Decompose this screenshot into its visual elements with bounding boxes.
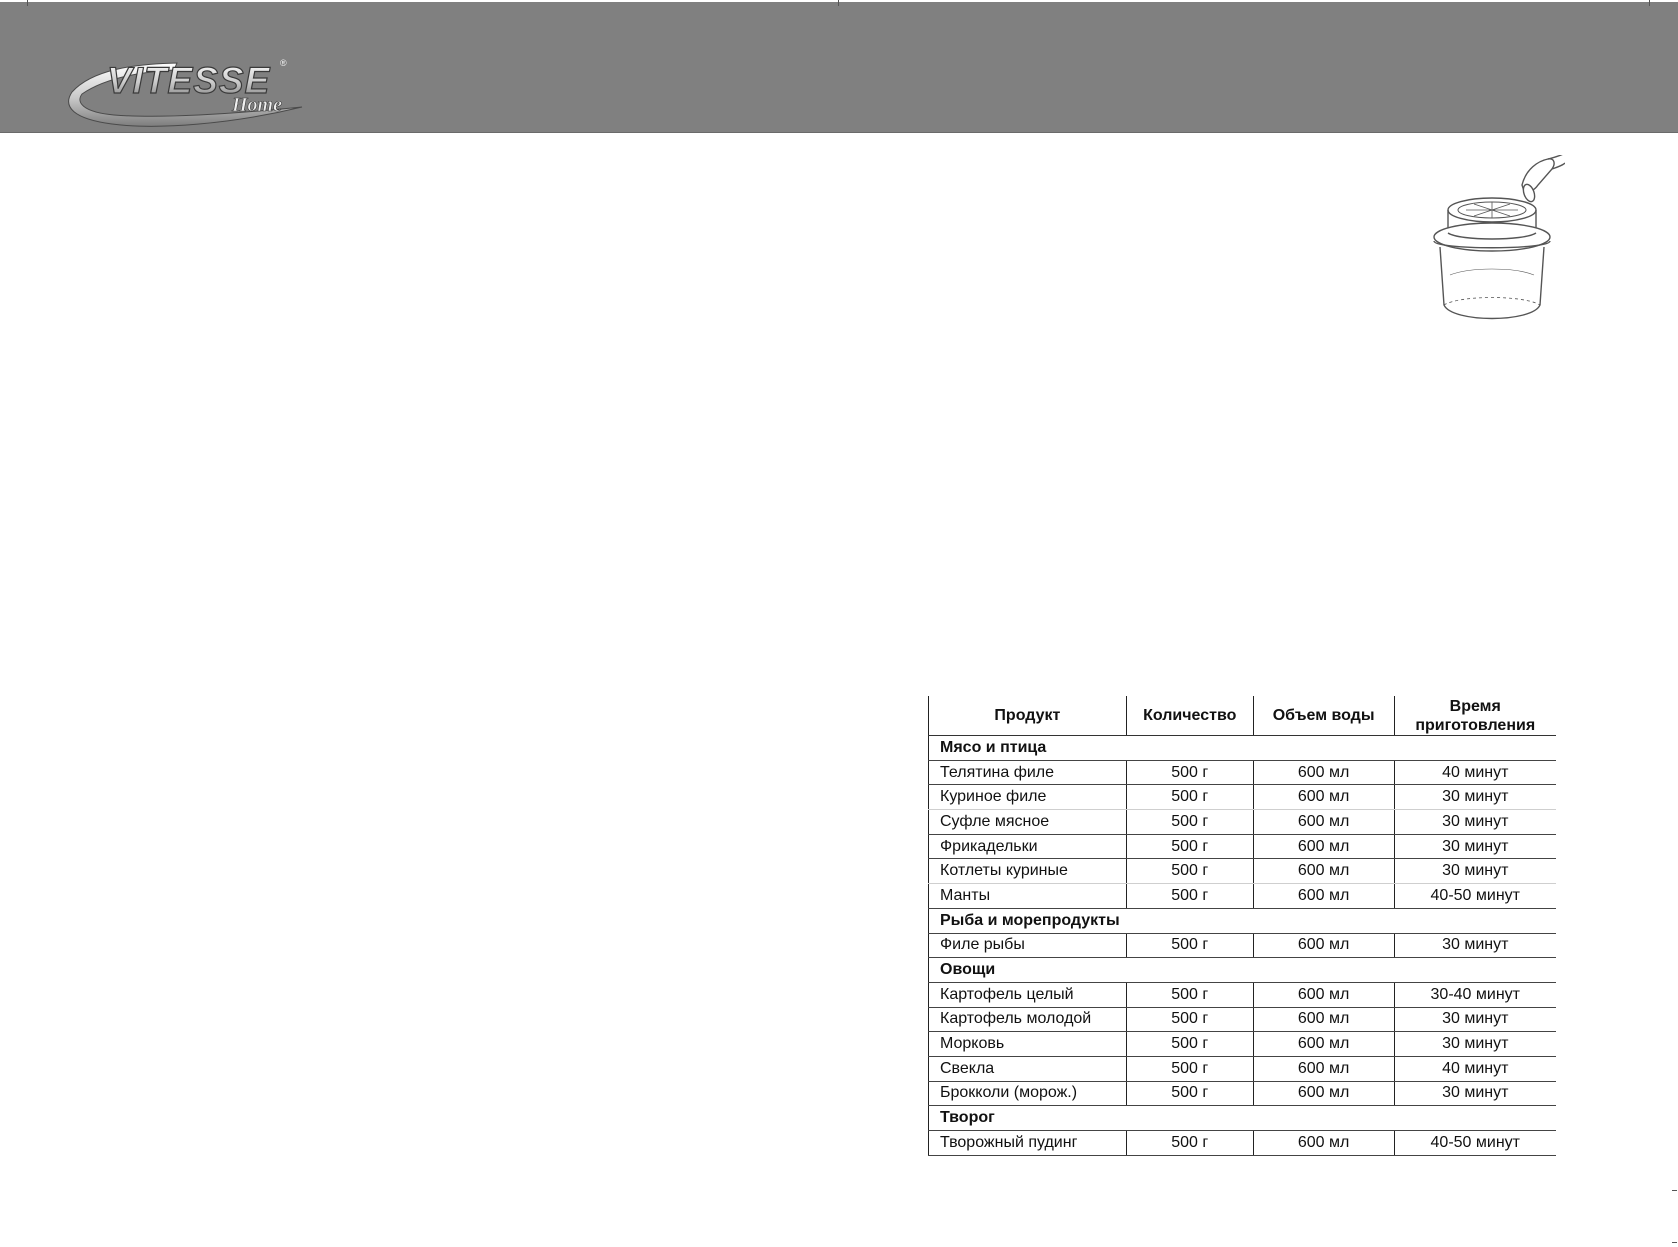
column-header-water-volume: Объем воды	[1253, 696, 1394, 736]
cell-water: 600 мл	[1253, 1081, 1394, 1106]
crop-mark	[1649, 0, 1650, 6]
cell-water: 600 мл	[1253, 859, 1394, 884]
cell-time: 40-50 минут	[1394, 1131, 1556, 1156]
cell-time: 30 минут	[1394, 1032, 1556, 1057]
cell-time: 40 минут	[1394, 1056, 1556, 1081]
cell-time: 30 минут	[1394, 859, 1556, 884]
cell-product: Морковь	[929, 1032, 1127, 1057]
cell-time: 30 минут	[1394, 933, 1556, 958]
table-header-row	[929, 696, 1557, 736]
svg-text:Home: Home	[232, 94, 282, 116]
cell-water: 600 мл	[1253, 785, 1394, 810]
cell-water: 600 мл	[1253, 760, 1394, 785]
table-row	[929, 1007, 1557, 1032]
column-header-cooking-time: Время приготовления	[1394, 696, 1556, 736]
category-row	[929, 958, 1557, 983]
cell-quantity: 500 г	[1126, 834, 1253, 859]
cell-time: 30 минут	[1394, 785, 1556, 810]
cell-quantity: 500 г	[1126, 1131, 1253, 1156]
column-header-quantity: Количество	[1126, 696, 1253, 736]
cell-quantity: 500 г	[1126, 1032, 1253, 1057]
cell-water: 600 мл	[1253, 1007, 1394, 1032]
cooking-times-table	[928, 696, 1556, 1156]
column-header-product: Продукт	[929, 696, 1127, 736]
table-row	[929, 884, 1557, 909]
cell-time: 30 минут	[1394, 810, 1556, 835]
cell-time: 30-40 минут	[1394, 982, 1556, 1007]
svg-text:VITESSE: VITESSE	[107, 60, 271, 101]
table-row	[929, 1131, 1557, 1156]
cell-quantity: 500 г	[1126, 810, 1253, 835]
category-row	[929, 908, 1557, 933]
cell-product: Филе рыбы	[929, 933, 1127, 958]
table-row	[929, 785, 1557, 810]
cell-water: 600 мл	[1253, 1032, 1394, 1057]
cell-product: Картофель целый	[929, 982, 1127, 1007]
table-row	[929, 834, 1557, 859]
cell-water: 600 мл	[1253, 884, 1394, 909]
cell-product: Куриное филе	[929, 785, 1127, 810]
category-label: Овощи	[929, 958, 1557, 983]
cell-quantity: 500 г	[1126, 1081, 1253, 1106]
cell-product: Творожный пудинг	[929, 1131, 1127, 1156]
cell-product: Котлеты куриные	[929, 859, 1127, 884]
header-band	[0, 2, 1678, 133]
table-row	[929, 1056, 1557, 1081]
cell-quantity: 500 г	[1126, 1056, 1253, 1081]
crop-mark	[838, 0, 839, 6]
cell-quantity: 500 г	[1126, 1007, 1253, 1032]
cell-product: Телятина филе	[929, 760, 1127, 785]
cell-water: 600 мл	[1253, 933, 1394, 958]
cell-time: 30 минут	[1394, 1007, 1556, 1032]
cell-water: 600 мл	[1253, 810, 1394, 835]
table-row	[929, 933, 1557, 958]
table-row	[929, 760, 1557, 785]
table-row	[929, 859, 1557, 884]
table-row	[929, 1081, 1557, 1106]
cell-water: 600 мл	[1253, 1131, 1394, 1156]
crop-mark	[1672, 1242, 1677, 1243]
cell-product: Свекла	[929, 1056, 1127, 1081]
crop-mark	[27, 0, 28, 6]
svg-text:®: ®	[280, 58, 287, 68]
category-label: Мясо и птица	[929, 736, 1557, 761]
table-row	[929, 1032, 1557, 1057]
cell-time: 40 минут	[1394, 760, 1556, 785]
cell-product: Брокколи (мoрож.)	[929, 1081, 1127, 1106]
cell-time: 40-50 минут	[1394, 884, 1556, 909]
category-row	[929, 1106, 1557, 1131]
category-row	[929, 736, 1557, 761]
cell-water: 600 мл	[1253, 834, 1394, 859]
cell-product: Манты	[929, 884, 1127, 909]
cell-water: 600 мл	[1253, 1056, 1394, 1081]
category-label: Творог	[929, 1106, 1557, 1131]
cell-water: 600 мл	[1253, 982, 1394, 1007]
cell-quantity: 500 г	[1126, 982, 1253, 1007]
crop-mark	[1672, 1190, 1677, 1191]
cell-quantity: 500 г	[1126, 933, 1253, 958]
vitesse-logo	[62, 52, 312, 132]
table-row	[929, 982, 1557, 1007]
cell-time: 30 минут	[1394, 1081, 1556, 1106]
cell-time: 30 минут	[1394, 834, 1556, 859]
cell-product: Суфле мясное	[929, 810, 1127, 835]
cell-product: Картофель молодой	[929, 1007, 1127, 1032]
table-row	[929, 810, 1557, 835]
category-label: Рыба и морепродукты	[929, 908, 1557, 933]
cell-product: Фрикадельки	[929, 834, 1127, 859]
cell-quantity: 500 г	[1126, 785, 1253, 810]
cell-quantity: 500 г	[1126, 884, 1253, 909]
cell-quantity: 500 г	[1126, 859, 1253, 884]
steamer-basket-illustration	[1430, 155, 1565, 330]
cell-quantity: 500 г	[1126, 760, 1253, 785]
